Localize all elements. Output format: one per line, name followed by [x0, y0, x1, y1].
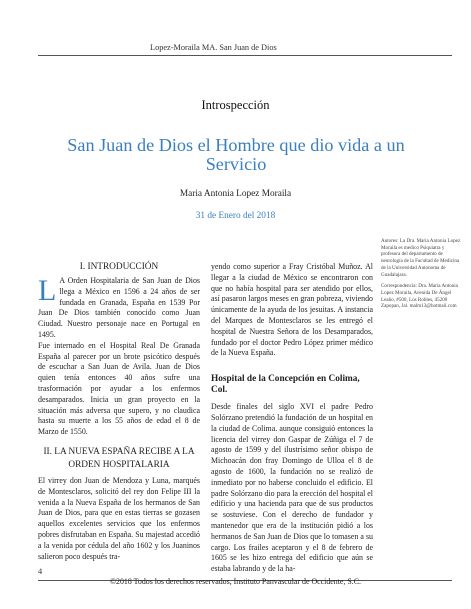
header-rule — [38, 55, 452, 56]
paper-title: San Juan de Dios el Hombre que dio vida a un Servicio — [67, 135, 405, 174]
author-name: Maria Antonia Lopez Moraila — [179, 189, 292, 199]
sidebar-authors: Autores: La Dra. Maria Antonia Lopez Moraila es medico Psiquiatra y profesora del departamento de neurología de la Facultad de Medicina de la Universidad Autonoma de Guadalajara. — [381, 238, 461, 278]
heading-hospital-colima: Hospital de la Concepción en Colima, Col. — [211, 374, 360, 396]
heading-introduccion: I. INTRODUCCIÓN — [79, 262, 159, 272]
heading-nueva-espana: II. LA NUEVA ESPAÑA RECIBE A LA ORDEN HOSPITALARIA — [43, 446, 195, 470]
continuation-paragraph: yendo como superior a Fray Cristóbal Muñoz. Al llegar a la ciudad de México se encontraron con que no había hospital para ser atendido por ellos, así pasaron largos meses en gran pobreza, viviendo únicamente de la ayuda de los jesuitas. A instancia del Marques de Montesclaros se les entregó el hospital de Nuestra Señora de los Desamparados, fundado por el doctor Pedro López primer médico de la Nueva España. — [211, 262, 373, 358]
author-sidebar — [381, 238, 461, 310]
left-column — [38, 262, 200, 562]
sidebar-correspondence: Correspondencia: Dra. Maria Antonia Lopez Moraila, Avenida De Ángel Leaño, #500, Los Robles, 45200 Zapopan, Jal. malm13@hotmail.com — [381, 283, 458, 310]
nueva-espana-paragraph: El virrey don Juan de Mendoza y Luna, marqués de Montesclaros, solicitó del rey don Felipe III la venida a la Nueva España de los hermanos de San Juan de Dios, para que en estas tierras se gozasen aquellos excelentes servicios que los enfermos pobres disfrutaban en España. Su majestad accedió a la venida por cédula del año 1602 y los Juaninos salieron poco después tra- — [38, 475, 200, 561]
colima-paragraph: Desde finales del siglo XVI el padre Pedro Solórzano pretendió la fundación de un hospital en la ciudad de Colima. aunque consiguió entonces la licencia del virrey don Gaspar de Zúñiga el 7 de agosto de 1599 y del ilustrísimo señor obispo de Michoacán don fray Domingo de Ulloa el 8 de agosto de 1600, la fundación no se realizó de inmediato por no haberse concluido el edificio. El padre Solórzano dio para la erección del hospital el edificio y una hacienda para que de sus productos se sostuviese. Con el derecho de fundador y mantenedor que era de la institución pidió a los hermanos de San Juan de Dios que lo tomasen a su cargo. Los frailes aceptaron y el 8 de febrero de 1605 se les hizo entrega del edificio que aún se estaba labrando y de la ha- — [211, 402, 373, 574]
page-number: 4 — [38, 567, 43, 576]
intro-paragraph-1-text: A Orden Hospitalaria de San Juan de Dios llega a México en 1596 a 24 años de ser fundada en Granada, España en 1539 Por Juan De Dios también conocido como Juan Ciudad. Nuestro personaje nace en Portugal en 1495. — [38, 276, 200, 339]
intro-paragraph-2: Fue internado en el Hospital Real De Granada España al parecer por un brote psicótico después de escuchar a San Juan de Avila. Juan de Dios quien tenía entonces 40 años sufre una trasformación por ayudar a los enfermos desamparados. Inicia un gran proyecto en la situación más adversa que supero, y no claudica hasta su muerte a los 55 años de edad el 8 de Marzo de 1550. — [38, 340, 200, 437]
section-title: Introspección — [201, 98, 270, 112]
running-header: Lopez-Moraila MA. San Juan de Dios — [150, 43, 277, 52]
publication-date: 31 de Enero del 2018 — [195, 211, 276, 221]
right-column — [211, 262, 373, 575]
intro-paragraph-1 — [38, 276, 200, 341]
drop-cap: L — [38, 274, 57, 307]
footer-copyright: ©2018 Todos los derechos reservados, Instituto Panvascular de Occidente, S.C. — [110, 577, 361, 586]
